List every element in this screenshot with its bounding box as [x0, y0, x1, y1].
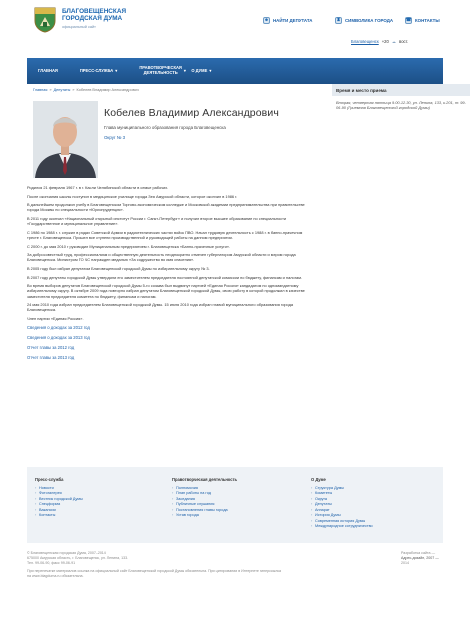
bio-paragraph: В дальнейшем продолжил учебу в Благовещенском Торгово-экономическом колледже и Московской академии предпринимательства при правительстве города Москвы по специальности «Юриспруденция». [27, 202, 305, 213]
site-header [0, 0, 470, 52]
city-emblem-logo[interactable] [34, 7, 56, 33]
reception-sidebar [332, 84, 470, 114]
person-search-icon: ☻ [264, 17, 269, 23]
reception-title: Время и место приема [332, 84, 470, 96]
footer-link[interactable]: › Полномочия [172, 486, 237, 492]
bio-paragraph: В 2007 году депутаты городской Думы утвердили его заместителем председателя постоянной депутатской комиссии по бюджету, финансам и налогам. [27, 274, 302, 280]
footer-links [27, 467, 443, 543]
bio-paragraph: В 2011 году окончил «Национальный открытый институт России г. Санкт-Петербург» и получил второе высшее образование по специальности «Государственное и муниципальное управление». [27, 215, 287, 227]
nav-item-home[interactable] [27, 69, 69, 74]
footer-link[interactable]: › Округа [311, 497, 373, 503]
person-role: Глава муниципального образования города Благовещенска [104, 125, 226, 130]
site-title-line2: ГОРОДСКАЯ ДУМА [62, 15, 123, 23]
person-district-link[interactable]: Округ № 3 [104, 135, 126, 140]
footer-col-title[interactable]: О Думе [311, 477, 326, 482]
nav-label: О ДУМЕ [191, 67, 208, 73]
biography [27, 185, 315, 365]
chevron-down-icon: ▾ [183, 67, 186, 73]
chevron-down-icon: ▾ [209, 67, 212, 73]
developer-credit [401, 551, 441, 565]
nav-label: ПРЕСС-СЛУЖБА [79, 67, 114, 73]
weather-wind: вост. [399, 39, 409, 44]
report-2013-link[interactable]: Отчет главы за 2013 год [27, 354, 75, 360]
footer-link[interactable]: › Постановления главы города [172, 508, 237, 514]
footer-link[interactable]: › Новости [35, 486, 83, 492]
bio-paragraph: После окончания школы поступил в медицинское училище города Зея Амурской области, которое окончил в 1986 г. [27, 193, 238, 199]
main-nav [27, 58, 443, 84]
bio-paragraph: Родился 21 февраля 1967 г. в г. Касли Челябинской области в семье рабочих. [27, 185, 169, 190]
nav-item-press[interactable] [69, 69, 128, 74]
bio-paragraph: За добросовестный труд, профессионализм и общественную деятельность неоднократно отмечен губернатором Амурской области и мэром города Благовещенска. Министром ГО ЧС награжден медалью «За содружество во имя спасения». [27, 252, 296, 263]
emblem-icon: ♜ [336, 17, 341, 23]
income-2012-link[interactable]: Сведения о доходах за 2012 год [27, 324, 90, 330]
footer-col-title[interactable]: Правотворческая деятельность [172, 477, 238, 482]
copyright-line: © Благовещенская городская Дума, 2007–2014 [27, 551, 106, 555]
nav-label: ГЛАВНАЯ [38, 67, 58, 73]
report-2012-link[interactable]: Отчет главы за 2012 год [27, 344, 75, 350]
bio-paragraph: 24 мая 2010 года избран председателем Благовещенской городской Думы. 15 июля 2010 года избран главой муниципального образования города Благовещенска. [27, 302, 294, 313]
find-deputy-button[interactable] [263, 15, 312, 26]
find-deputy-label: НАЙТИ ДЕПУТАТА [273, 17, 313, 23]
breadcrumb-home[interactable]: Главная [33, 88, 48, 92]
site-title[interactable] [62, 8, 126, 22]
copyright-block [27, 551, 443, 579]
footer-link[interactable]: › Комитеты [311, 491, 373, 497]
bio-paragraph: С 2000 г. до мая 2010 г руководил Муниципальным предприятием г. Благовещенска «Банно-прачечные услуги». [27, 243, 230, 249]
city-symbols-label: СИМВОЛИКА ГОРОДА [345, 17, 394, 23]
footer-link[interactable]: › История Думы [311, 513, 373, 519]
weather-widget [351, 39, 408, 45]
developer-year: 2014 [401, 560, 409, 565]
weather-temp: +20 [381, 39, 389, 44]
bio-paragraph: Член партии «Единая Россия». [27, 315, 84, 321]
footer-link[interactable]: › Депутаты [311, 502, 373, 508]
bio-paragraph: Во время выборов депутатов Благовещенской городской Думы 5-го созыва был выдвинут партией «Единая Россия» кандидатом по одномандатному избирательному округу. В октябре 2009 года повторно избран депутатом Благовещенской городской Думы, свою работу в которой продолжил в качестве заместителя председателя комитета по бюджету, финансам и налогам. [27, 283, 305, 299]
footer-col-title[interactable]: Пресс-служба [35, 477, 64, 482]
footer-link[interactable]: › Вакансии [35, 508, 83, 514]
footer-col-press [35, 477, 83, 519]
copyright-notice-link[interactable]: на www.blagduma.ru обязательна. [27, 574, 84, 579]
bio-paragraph: В 2005 году был избран депутатом Благовещенской городской Думы по избирательному округу № 3. [27, 265, 210, 271]
copyright-notice: При перепечатке материалов ссылка на официальный сайт Благовещенской городской Думы обязательна. При цитировании в Интернете гиперссылка [27, 569, 281, 574]
address-line: 675000 Амурская область, г. Благовещенск, ул. Ленина, 133. [27, 555, 129, 560]
weather-cloud-icon: ☁ [391, 39, 397, 44]
person-name: Кобелев Владимир Александрович [104, 107, 279, 119]
breadcrumb [33, 88, 139, 93]
person-photo [33, 101, 98, 178]
breadcrumb-separator: » [49, 88, 52, 92]
bio-paragraph: С 1986 по 1988 г. г. служил в рядах Советской Армии в радиотехнических частях войск ПВО. Начал трудовую деятельность с 1988 г. в банно-прачечном тресте г. Благовещенска. Прошел все ступени производственной и руководящей работы на данном предприятии. [27, 229, 303, 240]
phone-line: Тел. 99-06-90, факс 99-06-91 [27, 560, 76, 565]
site-subtitle: официальный сайт [62, 25, 96, 29]
breadcrumb-separator: » [72, 88, 75, 92]
footer-link[interactable]: › Контакты [35, 513, 83, 519]
footer-link[interactable]: › Фотогалерея [35, 491, 83, 497]
footer-link[interactable]: › Публичные слушания [172, 502, 237, 508]
breadcrumb-section[interactable]: Депутаты [53, 88, 71, 92]
phone-icon: ☎ [405, 17, 412, 23]
footer-link[interactable]: › Международное сотрудничество [311, 524, 373, 530]
footer-link[interactable]: › План работы на год [172, 491, 237, 497]
main-content [27, 84, 466, 474]
footer-col-lawmaking [172, 477, 237, 519]
footer-link[interactable]: › Структура Думы [311, 486, 373, 492]
footer-link[interactable]: › Устав города [172, 513, 237, 519]
site-title-line1: БЛАГОВЕЩЕНСКАЯ [62, 8, 127, 15]
footer-link[interactable]: › Заседания [172, 497, 237, 503]
footer-link[interactable]: › Аппарат [311, 508, 373, 514]
footer-col-about [311, 477, 373, 530]
nav-label: ПРАВОТВОРЧЕСКАЯ ДЕЯТЕЛЬНОСТЬ [139, 65, 182, 75]
income-2013-link[interactable]: Сведения о доходах за 2013 год [27, 334, 90, 340]
nav-item-about[interactable] [180, 69, 222, 74]
footer-link[interactable]: › Вестник городской Думы [35, 497, 83, 503]
contacts-label: КОНТАКТЫ [415, 17, 440, 23]
weather-city-link[interactable]: Благовещенск [351, 39, 379, 44]
developer-line: Разработка сайта — [401, 551, 436, 555]
footer-link[interactable]: › Спецформа [35, 502, 83, 508]
contacts-button[interactable] [405, 15, 440, 26]
nav-item-lawmaking[interactable] [128, 65, 186, 76]
developer-link[interactable]: Адрес-дизайн, 2007 — [401, 555, 439, 560]
reception-text: Вторая, четвертая пятница 9.00-12.30, ул. Ленина, 133, к.201, т: 99-06-90 (Гриемная Благовещенской городской Думы) [336, 100, 466, 110]
footer-link[interactable]: › Современная история Думы [311, 519, 373, 525]
breadcrumb-current: Кобелев Владимир Александрович [76, 88, 139, 92]
city-symbols-button[interactable] [335, 15, 393, 26]
chevron-down-icon: ▾ [115, 67, 118, 73]
